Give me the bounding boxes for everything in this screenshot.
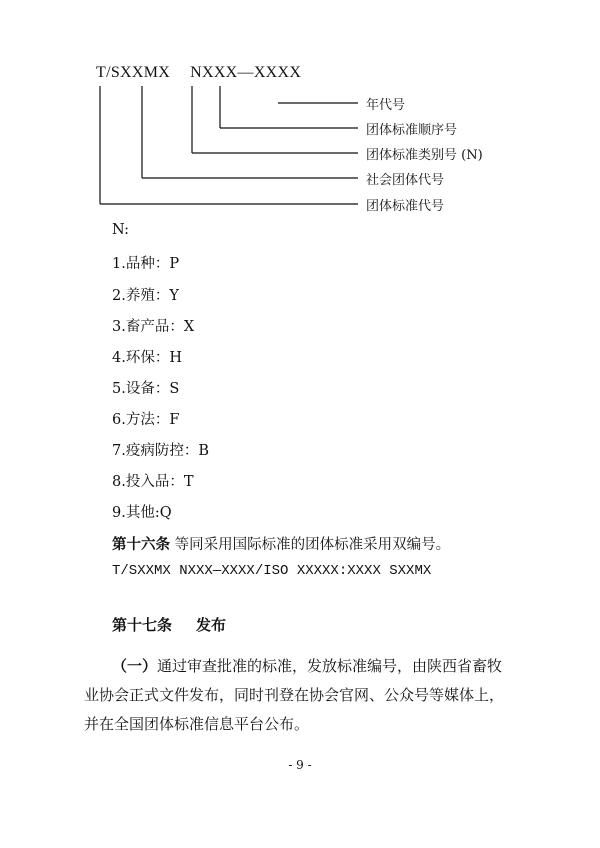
article-17-heading [112,614,226,635]
article-16-text: 等同采用国际标准的团体标准采用双编号。 [174,537,451,553]
category-item: 4.环保：H [112,350,182,366]
paragraph-line-2: 业协会正式文件发布，同时刊登在协会官网、公众号等媒体上， [84,686,505,704]
category-item: 6.方法：F [112,412,180,428]
article-16-code: T/SXXMX NXXX—XXXX/ISO XXXXX:XXXX SXXMX [112,563,432,579]
article-17-title: 发布 [196,616,227,634]
label-category: 团体标准类别号 (N) [366,148,483,163]
paragraph-line-3: 并在全国团体标准信息平台公布。 [84,715,310,733]
publication-paragraph [84,652,524,739]
category-item: 3.畜产品：X [112,319,195,335]
label-standard: 团体标准代号 [366,199,445,214]
category-item: 8.投入品：T [112,474,194,490]
article-16 [112,533,450,554]
category-item: 5.设备：S [112,381,180,397]
code-prefix: T/SXXMX [96,64,171,81]
label-sequence: 团体标准顺序号 [366,123,458,138]
code-suffix: NXXX—XXXX [190,64,302,81]
category-item: 1.品种：P [112,256,180,272]
paragraph-line-1: 通过审查批准的标准，发放标准编号，由陕西省畜牧 [157,657,503,675]
label-org: 社会团体代号 [366,173,445,188]
article-17-label: 第十七条 [112,616,173,634]
paragraph-marker: （一） [112,657,158,675]
paragraph-line [84,652,524,681]
category-item: 7.疫病防控：B [112,443,209,459]
n-heading: N: [112,222,130,238]
label-year: 年代号 [366,98,406,113]
category-item: 9.其他:Q [112,505,172,521]
category-item: 2.养殖：Y [112,288,179,304]
page-number: - 9 - [288,758,312,772]
code-structure-diagram [0,0,600,230]
article-16-label: 第十六条 [112,536,170,553]
